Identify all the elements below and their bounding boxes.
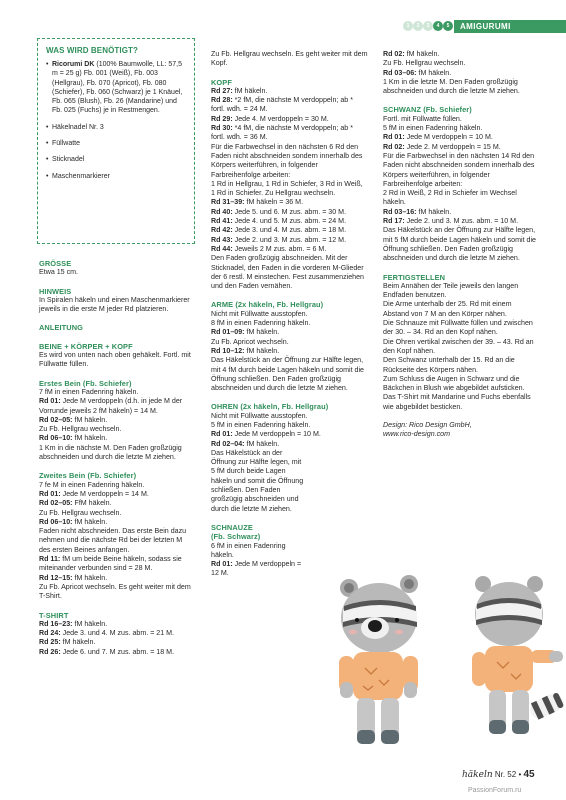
- design-credit: Design: Rico Design GmbH,: [383, 420, 472, 429]
- heading-hinweis: HINWEIS: [39, 286, 72, 296]
- instruction: Das Häkelstück an der Öffnung zur Hälfte legen, mit 5 fM durch beide Lagen häkeln und somit die Öffnung schließen. Den Faden großzügig abschneiden und durch die letzte M ziehen.: [383, 226, 537, 263]
- heading-erstes-bein: Erstes Bein (Fb. Schiefer): [39, 378, 132, 388]
- instruction: 5 fM in einen Fadenring häkeln.: [211, 420, 311, 429]
- column-2: [211, 50, 368, 579]
- instruction: Rd 01: Jede M verdoppeln = 10 M.: [383, 133, 493, 142]
- instruction: Rd 43: Jede 2. und 3. M zus. abm. = 12 M.: [211, 235, 347, 244]
- instruction: Das Häkelstück an der Öffnung zur Hälfte legen, mit 5 fM durch beide Lagen häkeln und somit die Öffnung schließen. Den Faden großzügig abschneiden und durch die letzte M ziehen.: [211, 448, 304, 513]
- instruction: Den Faden großzügig abschneiden. Mit der Sticknadel, den Faden in die vorderen M-Glieder der 6 restl. M einstechen. Fest zusammenziehen und den Faden vernähen.: [211, 254, 364, 291]
- instruction: Rd 28: *2 fM, die nächste M verdoppeln; ab * fortl. wdh. = 24 M.: [211, 96, 353, 114]
- instruction: 2 Rd in Weiß, 2 Rd in Schiefer im Wechsel häkeln.: [383, 189, 517, 207]
- column-3: [383, 50, 539, 440]
- heading-schnauze: SCHNAUZE: [211, 522, 253, 532]
- instruction: Rd 10–12: fM häkeln.: [211, 346, 280, 355]
- materials-box: [37, 38, 195, 244]
- instruction: 1 Km in die nächste M. Den Faden großzügig abschneiden und durch die letzte M ziehen.: [39, 443, 182, 462]
- heading-kopf: KOPF: [211, 77, 232, 87]
- instruction: Rd 01: Jede M verdoppeln = 12 M.: [211, 560, 302, 578]
- instruction: Zu Fb. Hellgrau wechseln.: [39, 508, 122, 517]
- amigurumi-raccoon-photo: [335, 570, 566, 755]
- raccoon-back: [472, 576, 566, 734]
- heading-arme: ARME (2x häkeln, Fb. Hellgrau): [211, 300, 324, 310]
- instruction: Rd 30: *4 fM, die nächste M verdoppeln; ab * fortl. wdh. = 36 M.: [211, 124, 353, 142]
- page-footer: [462, 769, 535, 780]
- instruction: Rd 17: Jede 2. und 3. M zus. abm. = 10 M.: [383, 217, 519, 226]
- instruction: Rd 01: Jede M verdoppeln (d.h. in jede M der Vorrunde jeweils 2 fM häkeln) = 14 M.: [39, 397, 183, 415]
- materials-item: • Häkelnadel Nr. 3: [46, 123, 187, 132]
- instruction: Die Arme unterhalb der 25. Rd mit einem Abstand von 7 M an den Körper nähen.: [383, 300, 512, 318]
- heading-groesse: GRÖSSE: [39, 259, 72, 268]
- instruction: Rd 02–05: FfM häkeln.: [39, 499, 112, 508]
- design-url: www.rico-design.com: [383, 430, 451, 439]
- instruction: Zu Fb. Apricot wechseln.: [211, 337, 289, 346]
- magazine-brand: häkeln: [462, 770, 493, 780]
- instruction: Rd 29: Jede 4. M verdoppeln = 30 M.: [211, 114, 329, 123]
- instruction: Rd 06–10: fM häkeln.: [39, 517, 108, 526]
- page-number: 45: [523, 769, 535, 780]
- materials-item: • Füllwatte: [46, 139, 187, 148]
- difficulty-dot: 1: [403, 21, 413, 31]
- instruction: Rd 16–23: fM häkeln.: [39, 619, 108, 628]
- instruction: Zum Schluss die Augen in Schwarz und die Bäckchen in Blush wie abgebildet aufsticken. Das T-Shirt mit Mandarine und Fuchs ebenfalls wie abgebildet besticken.: [383, 374, 531, 411]
- instruction: Rd 26: Jede 6. und 7. M zus. abm. = 18 M.: [39, 647, 175, 656]
- instruction: Zu Fb. Hellgrau wechseln.: [39, 425, 122, 434]
- watermark: PassionForum.ru: [468, 787, 522, 794]
- instruction: Rd 41: Jede 4. und 5. M zus. abm. = 24 M.: [211, 217, 347, 226]
- instruction: 1 Rd in Hellgrau, 1 Rd in Schiefer, 3 Rd in Weiß, 1 Rd in Schiefer. Zu Hellgrau wechseln.: [211, 179, 363, 198]
- difficulty-dot: 3: [423, 21, 433, 31]
- materials-yarn: [46, 60, 187, 116]
- instruction: 6 fM in einen Fadenring häkeln.: [211, 541, 286, 559]
- instruction: Die Schnauze mit Füllwatte füllen und zwischen der 30. – 34. Rd an den Kopf nähen.: [383, 319, 533, 337]
- instruction: Rd 27: fM häkeln.: [211, 86, 268, 95]
- heading-beine: BEINE + KÖRPER + KOPF: [39, 341, 133, 351]
- materials-item: • Sticknadel: [46, 155, 187, 164]
- instruction: Rd 02: Jede 2. M verdoppeln = 15 M.: [383, 142, 501, 151]
- instruction: 8 fM in einen Fadenring häkeln.: [211, 319, 311, 328]
- heading-tshirt: T-SHIRT: [39, 610, 69, 620]
- yarn-text: (100% Baumwolle, LL: 57,5 m = 25 g) Fb. 001 (Weiß), Fb. 003 (Hellgrau), Fb. 070 (Apricot), Fb. 080 (Schiefer), Fb. 060 (Schwarz) je 1 Knäuel, Fb. 065 (Blush), Fb. 26 (Mandarine) und Fb. 025 (Fuchs) je in Restmengen.: [52, 61, 183, 115]
- instruction: Das Häkelstück an der Öffnung zur Hälfte legen, mit 4 fM durch beide Lagen häkeln und somit die Öffnung schließen. Den Faden großzügig abschneiden und durch die letzte M ziehen.: [211, 356, 365, 393]
- text-groesse: Etwa 15 cm.: [39, 268, 79, 277]
- instruction: Rd 12–15: fM häkeln.: [39, 573, 108, 582]
- yarn-brand: Ricorumi DK: [52, 61, 95, 68]
- difficulty-dot: 4: [433, 21, 443, 31]
- category-label: AMIGURUMI: [454, 20, 566, 33]
- instruction: Rd 01: Jede M verdoppeln = 14 M.: [39, 489, 149, 498]
- instruction: Rd 24: Jede 3. und 4. M zus. abm. = 21 M.: [39, 629, 175, 638]
- heading-ohren: OHREN (2x häkeln, Fb. Hellgrau): [211, 402, 329, 412]
- instruction: Rd 01–09: fM häkeln.: [211, 328, 280, 337]
- materials-title: WAS WIRD BENÖTIGT?: [46, 46, 139, 55]
- instruction: Rd 02: fM häkeln.: [383, 50, 440, 58]
- heading-schwanz: SCHWANZ (Fb. Schiefer): [383, 105, 472, 115]
- heading-schnauze-color: (Fb. Schwarz): [211, 532, 261, 542]
- instruction: Rd 40: Jede 5. und 6. M zus. abm. = 30 M.: [211, 207, 347, 216]
- instruction: Rd 01: Jede M verdoppeln = 10 M.: [211, 430, 321, 439]
- footer-separator: •: [518, 770, 522, 779]
- instruction: Zu Fb. Hellgrau wechseln. Es geht weiter mit dem Kopf.: [211, 50, 368, 68]
- instruction: Zu Fb. Hellgrau wechseln.: [383, 59, 466, 68]
- instruction: 5 fM in einen Fadenring häkeln.: [383, 124, 483, 133]
- instruction: Rd 31–39: fM häkeln = 36 M.: [211, 198, 304, 207]
- instruction: Rd 42: Jede 3. und 4. M zus. abm. = 18 M.: [211, 226, 347, 235]
- instruction: Rd 44: Jeweils 2 M zus. abm. = 6 M.: [211, 244, 327, 253]
- instruction: 7 fe M in einen Fadenring häkeln.: [39, 480, 145, 489]
- instruction: Nicht mit Füllwatte ausstopfen.: [211, 411, 308, 420]
- heading-anleitung: ANLEITUNG: [39, 323, 84, 333]
- issue-number: Nr. 52: [494, 770, 517, 779]
- instruction: Für die Farbwechsel in den nächsten 6 Rd den Faden nicht abschneiden sondern innerhalb des Körpers weiterführen, in folgender Farbreihenfolge arbeiten:: [211, 142, 363, 179]
- heading-fertigstellen: FERTIGSTELLEN: [383, 272, 446, 282]
- instruction: Rd 02–04: fM häkeln.: [211, 439, 280, 448]
- materials-item: • Maschenmarkierer: [46, 172, 187, 181]
- column-1: [39, 259, 195, 657]
- text-hinweis: In Spiralen häkeln und einen Maschenmarkierer jeweils in die erste M jeder Rd platzieren.: [39, 295, 190, 314]
- instruction: Zu Fb. Apricot wechseln. Es geht weiter mit dem T-Shirt.: [39, 582, 191, 601]
- instruction: Rd 25: fM häkeln.: [39, 638, 96, 647]
- page-header: [403, 20, 566, 33]
- instruction: Rd 06–10: fM häkeln.: [39, 434, 108, 443]
- instruction: Die Ohren vertikal zwischen der 39. – 43. Rd an den Kopf nähen.: [383, 337, 534, 355]
- instruction: Den Schwanz unterhalb der 15. Rd an die Rückseite des Körpers nähen.: [383, 356, 515, 374]
- instruction: 7 fM in einen Fadenring häkeln.: [39, 387, 139, 396]
- instruction: Fortl. mit Füllwatte füllen.: [383, 114, 462, 123]
- instruction: Faden nicht abschneiden. Das erste Bein dazu nehmen und die nächste Rd bei der letzten M des ersten Beines anfangen.: [39, 527, 187, 554]
- instruction: 1 Km in die letzte M. Den Faden großzügig abschneiden und durch die letzte M ziehen.: [383, 77, 520, 96]
- instruction: Nicht mit Füllwatte ausstopfen.: [211, 309, 308, 318]
- instruction: Rd 11: fM um beide Beine häkeln, sodass sie miteinander verbunden sind = 28 M.: [39, 555, 182, 573]
- instruction: Für die Farbwechsel in den nächsten 14 Rd den Faden nicht abschneiden sondern innerhalb des Körpers weiterführen, in folgender Farbreihenfolge arbeiten:: [383, 151, 535, 188]
- instruction: Beim Annähen der Teile jeweils den langen Endfaden benutzen.: [383, 281, 519, 300]
- text-beine: Es wird von unten nach oben gehäkelt. Fortl. mit Füllwatte füllen.: [39, 351, 191, 369]
- difficulty-dot: 5: [443, 21, 453, 31]
- heading-zweites-bein: Zweites Bein (Fb. Schiefer): [39, 471, 137, 481]
- difficulty-dot: 2: [413, 21, 423, 31]
- raccoon-front: [339, 575, 418, 744]
- instruction: Rd 03–06: fM häkeln.: [383, 68, 452, 77]
- materials-list: [46, 60, 187, 181]
- instruction: Rd 02–05: fM häkeln.: [39, 415, 108, 424]
- instruction: Rd 03–16: fM häkeln.: [383, 207, 452, 216]
